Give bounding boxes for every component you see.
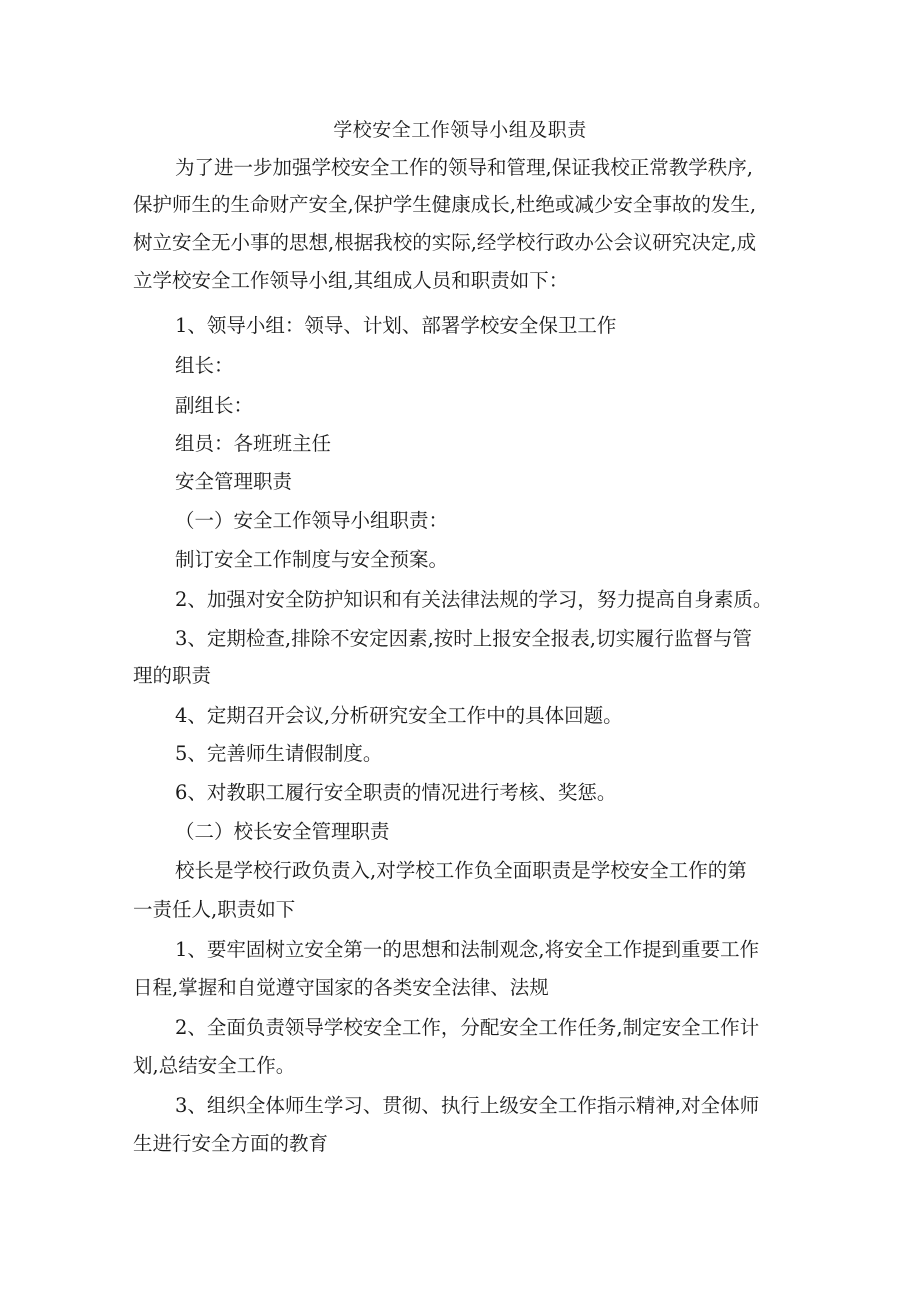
section1-item: 4、定期召开会议,分析研究安全工作中的具体回题。 bbox=[175, 704, 623, 727]
section2-item-line-2: 生进行安全方面的教育 bbox=[133, 1132, 329, 1155]
section2-item-line-2: 划,总结安全工作。 bbox=[133, 1054, 296, 1077]
section1-item: 6、对教职工履行安全职责的情况进行考核、奖惩。 bbox=[175, 781, 617, 804]
section1-heading: （一）安全工作领导小组职责： bbox=[175, 509, 449, 532]
intro-line-1: 为了进一步加强学校安全工作的领导和管理,保证我校正常教学秩序, bbox=[175, 156, 753, 179]
section2-intro-line-1: 校长是学校行政负责入,对学校工作负全面职责是学校安全工作的第 bbox=[175, 859, 747, 882]
section2-item-line-1: 1、要牢固树立安全第一的思想和法制观念,将安全工作提到重要工作 bbox=[175, 938, 760, 961]
section1-item-continued: 理的职责 bbox=[133, 664, 212, 687]
section1-item: 2、加强对安全防护知识和有关法律法规的学习，努力提高自身素质。 bbox=[175, 588, 773, 611]
intro-line-4: 立学校安全工作领导小组,其组成人员和职责如下： bbox=[133, 269, 569, 292]
intro-line-3: 树立安全无小事的思想,根据我校的实际,经学校行政办公会议研究决定,成 bbox=[133, 231, 757, 254]
group-deputy: 副组长： bbox=[175, 394, 254, 417]
section1-item: 5、完善师生请假制度。 bbox=[175, 742, 383, 765]
section1-item: 制订安全工作制度与安全预案。 bbox=[175, 548, 449, 571]
document-title: 学校安全工作领导小组及职责 bbox=[333, 119, 587, 141]
section2-item-line-1: 2、全面负责领导学校安全工作，分配安全工作任务,制定安全工作计 bbox=[175, 1016, 760, 1039]
group-members: 组员：各班班主任 bbox=[175, 432, 332, 455]
section2-item-line-1: 3、组织全体师生学习、贯彻、执行上级安全工作指示精神,对全体师 bbox=[175, 1094, 760, 1117]
duties-heading: 安全管理职责 bbox=[175, 470, 293, 493]
group-heading: 1、领导小组：领导、计划、部署学校安全保卫工作 bbox=[175, 314, 617, 337]
section2-intro-line-2: 一责任人,职责如下 bbox=[133, 898, 296, 921]
intro-line-2: 保护师生的生命财产安全,保护学生健康成长,杜绝或减少安全事故的发生, bbox=[133, 193, 757, 216]
section2-item-line-2: 日程,掌握和自觉遵守国家的各类安全法律、法规 bbox=[133, 976, 549, 999]
group-leader: 组长： bbox=[175, 354, 234, 377]
section1-item: 3、定期检查,排除不安定因素,按时上报安全报表,切实履行监督与管 bbox=[175, 627, 753, 650]
section2-heading: （二）校长安全管理职责 bbox=[175, 820, 390, 843]
